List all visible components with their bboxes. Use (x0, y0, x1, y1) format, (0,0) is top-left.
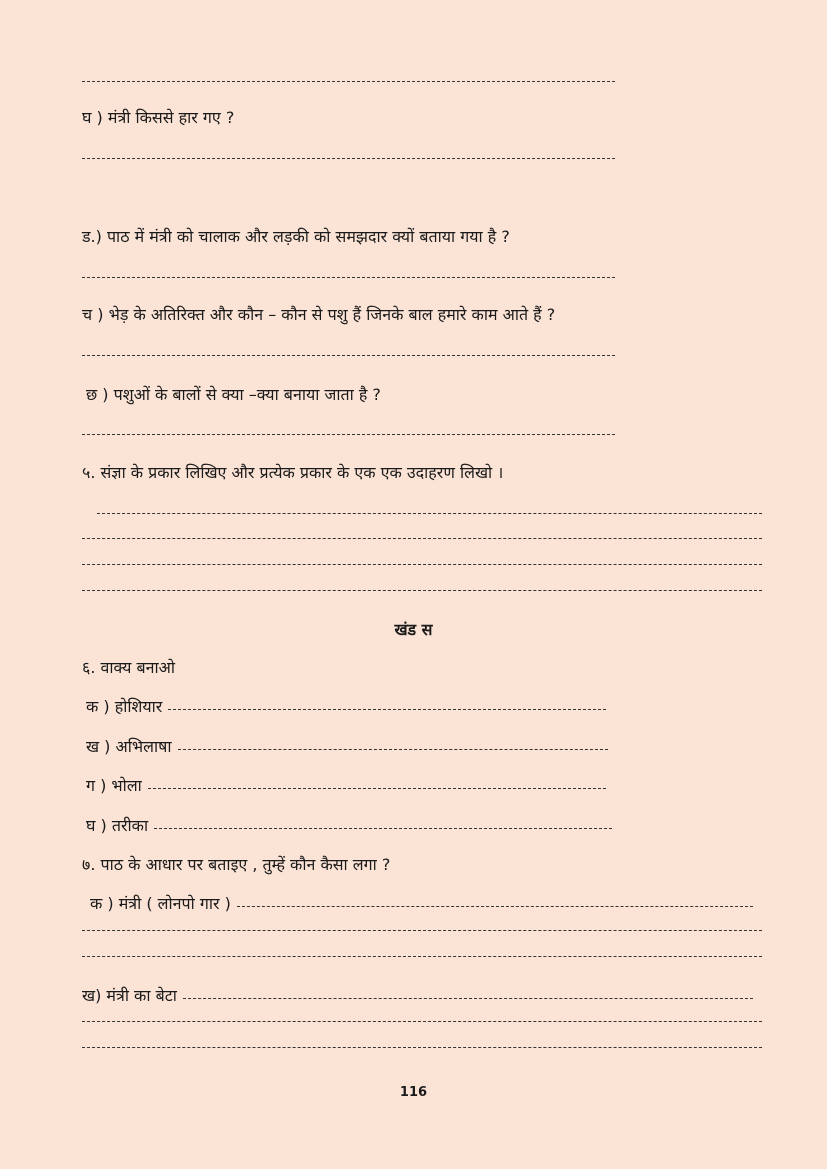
answer-line[interactable] (82, 355, 615, 356)
question-6: ६. वाक्य बनाओ (82, 658, 175, 677)
answer-line[interactable] (82, 956, 762, 957)
question-gha: घ ) मंत्री किससे हार गए ? (82, 108, 235, 127)
answer-line[interactable] (237, 906, 753, 907)
answer-line[interactable] (178, 749, 608, 750)
question-cha: च ) भेड़ के अतिरिक्त और कौन – कौन से पशु हैं जिनके बाल हमारे काम आते हैं ? (82, 305, 556, 324)
opinion-item (82, 986, 753, 1006)
answer-line[interactable] (154, 828, 612, 829)
question-5: ५. संज्ञा के प्रकार लिखिए और प्रत्येक प्रकार के एक एक उदाहरण लिखो । (82, 463, 504, 482)
item-label: क ) होशियार (86, 697, 163, 716)
answer-line[interactable] (168, 709, 606, 710)
answer-line[interactable] (82, 590, 762, 591)
page-number: 116 (399, 1085, 428, 1100)
question-7: ७. पाठ के आधार पर बताइए , तुम्हें कौन कैसा लगा ? (82, 855, 391, 874)
answer-line[interactable] (82, 158, 615, 159)
item-label: क ) मंत्री ( लोनपो गार ) (90, 894, 231, 913)
sentence-item (86, 697, 606, 717)
opinion-item (90, 894, 753, 914)
question-chha: छ ) पशुओं के बालों से क्या –क्या बनाया जाता है ? (86, 385, 381, 404)
sentence-item (86, 776, 606, 796)
item-label: घ ) तरीका (86, 816, 149, 835)
answer-line[interactable] (183, 998, 753, 999)
answer-line[interactable] (82, 1021, 762, 1022)
answer-line[interactable] (82, 1047, 762, 1048)
answer-line[interactable] (82, 434, 615, 435)
answer-line[interactable] (82, 538, 762, 539)
answer-line[interactable] (82, 81, 615, 82)
section-heading: खंड स (394, 620, 433, 639)
item-label: ख) मंत्री का बेटा (82, 986, 177, 1005)
item-label: ख ) अभिलाषा (86, 737, 172, 756)
sentence-item (86, 816, 612, 836)
item-label: ग ) भोला (86, 776, 142, 795)
answer-line[interactable] (82, 277, 615, 278)
answer-line[interactable] (148, 788, 606, 789)
sentence-item (86, 737, 608, 757)
answer-line[interactable] (97, 513, 762, 514)
answer-line[interactable] (82, 564, 762, 565)
answer-line[interactable] (82, 930, 762, 931)
question-da: ड.) पाठ में मंत्री को चालाक और लड़की को समझदार क्यों बताया गया है ? (82, 227, 510, 246)
